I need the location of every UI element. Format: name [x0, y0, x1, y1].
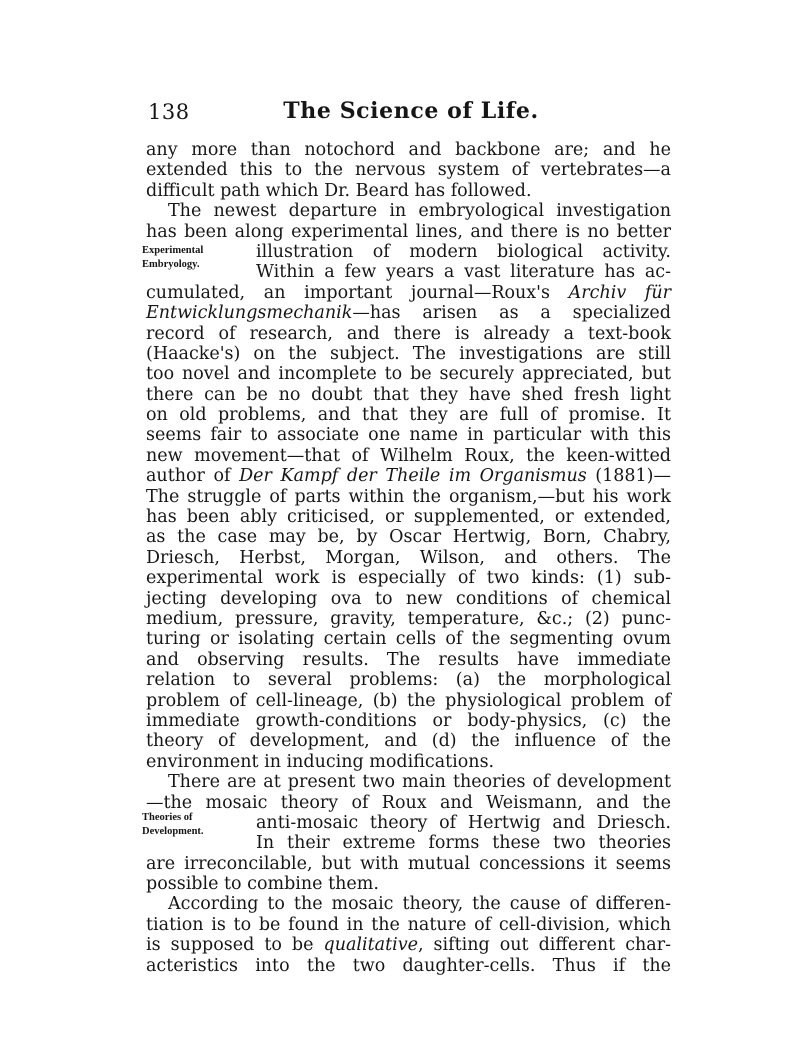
- text-line: Driesch, Herbst, Morgan, Wilson, and others. The: [146, 547, 671, 568]
- journal-title-italic: Entwicklungsmechanik: [146, 303, 353, 324]
- body-text: [146, 140, 671, 976]
- sidenote-experimental-embryology: Experimental Embryology.: [142, 245, 204, 270]
- book-title-italic: Der Kampf der Theile im Organismus: [239, 466, 587, 487]
- text-line: anti-mosaic theory of Hertwig and Driesch.: [256, 812, 671, 833]
- text-line: theory of development, and (d) the influence of the: [146, 731, 671, 752]
- paragraph-start-line: There are at present two main theories of development: [168, 772, 671, 793]
- emphasis-italic: qualitative: [323, 935, 418, 956]
- text-line: —the mosaic theory of Roux and Weismann, and the: [146, 792, 671, 813]
- text-line: on old problems, and that they are full of promise. It: [146, 405, 671, 426]
- page-header: [146, 98, 676, 126]
- text-line: Entwicklungsmechanik—has arisen as a specialized: [146, 303, 671, 324]
- text-line: medium, pressure, gravity, temperature, &c.; (2) punc-: [146, 608, 671, 629]
- paragraph-start-line: The newest departure in embryological investigation: [168, 201, 671, 222]
- text-line: new movement—that of Wilhelm Roux, the keen-witted: [146, 445, 671, 466]
- text-line: turing or isolating certain cells of the segmenting ovum: [146, 629, 671, 650]
- text-line: The struggle of parts within the organism,—but his work: [146, 486, 671, 507]
- text-line: acteristics into the two daughter-cells. Thus if the: [146, 955, 671, 976]
- text-line: problem of cell-lineage, (b) the physiological problem of: [146, 690, 671, 711]
- text-line: experimental work is especially of two kinds: (1) sub-: [146, 568, 671, 589]
- page-number: 138: [148, 100, 190, 124]
- text-line: difficult path which Dr. Beard has followed.: [146, 180, 532, 201]
- text-line: there can be no doubt that they have shed fresh light: [146, 384, 671, 405]
- text-line: and observing results. The results have immediate: [146, 649, 671, 670]
- text-line: (Haacke's) on the subject. The investigations are still: [146, 343, 671, 364]
- text-line: possible to combine them.: [146, 874, 379, 895]
- text-line: is supposed to be qualitative, sifting out different char-: [146, 935, 671, 956]
- text-line: are irreconcilable, but with mutual concessions it seems: [146, 853, 671, 874]
- running-title: The Science of Life.: [283, 98, 539, 124]
- text-line: record of research, and there is already a text-book: [146, 323, 671, 344]
- paragraph-start-line: According to the mosaic theory, the cause of differen-: [168, 894, 671, 915]
- text-line: Within a few years a vast literature has ac-: [256, 262, 671, 283]
- text-line: relation to several problems: (a) the morphological: [146, 670, 671, 691]
- text-line: jecting developing ova to new conditions of chemical: [146, 588, 671, 609]
- text-line: any more than notochord and backbone are; and he: [146, 140, 671, 160]
- text-line: extended this to the nervous system of vertebrates—a: [146, 160, 671, 181]
- text-line: has been along experimental lines, and there is no better: [146, 221, 671, 242]
- text-line: environment in inducing modifications.: [146, 751, 495, 772]
- journal-title-italic: Archiv für: [568, 282, 671, 303]
- text-line: author of Der Kampf der Theile im Organismus (1881)—: [146, 466, 671, 487]
- text-line: illustration of modern biological activity.: [256, 241, 671, 262]
- text-line: tiation is to be found in the nature of cell-division, which: [146, 914, 671, 935]
- sidenote-theories-of-development: Theories of Development.: [142, 812, 204, 837]
- text-line: immediate growth-conditions or body-physics, (c) the: [146, 710, 671, 731]
- text-line: seems fair to associate one name in particular with this: [146, 425, 671, 446]
- text-line: has been ably criticised, or supplemented, or extended,: [146, 507, 671, 528]
- text-line: cumulated, an important journal—Roux's Archiv für: [146, 282, 671, 303]
- text-line: In their extreme forms these two theories: [256, 833, 671, 854]
- text-line: as the case may be, by Oscar Hertwig, Born, Chabry,: [146, 527, 671, 548]
- text-line: too novel and incomplete to be securely appreciated, but: [146, 364, 671, 385]
